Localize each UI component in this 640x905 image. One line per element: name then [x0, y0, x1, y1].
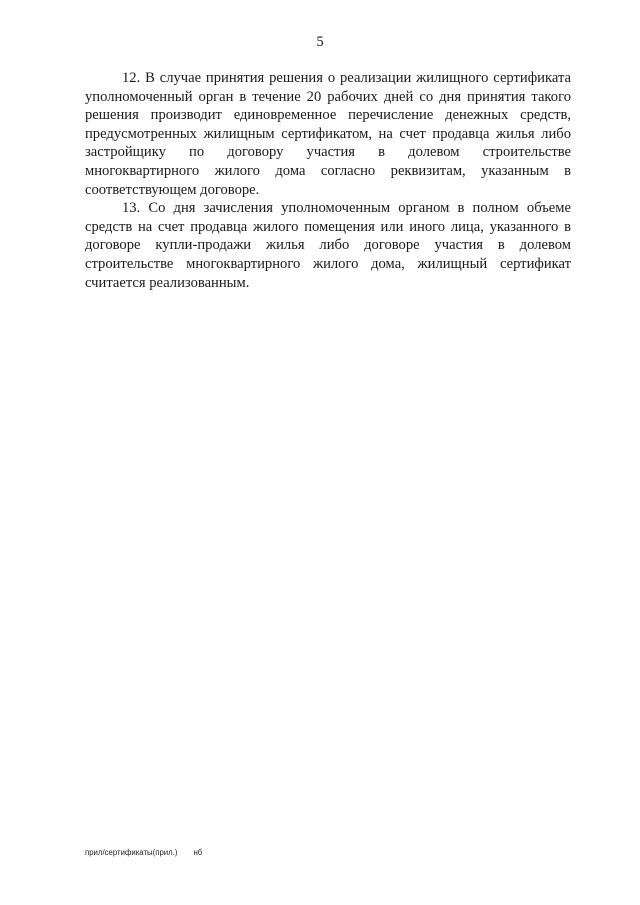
paragraph-13: 13. Со дня зачисления уполномоченным органом в полном объеме средств на счет продавца жилого помещения или иного лица, указанного в договоре купли-продажи жилья либо договоре участия в долевом строительстве многоквартирного жилого дома, жилищный сертификат считается реализованным. [85, 200, 571, 291]
footer-reference [85, 848, 202, 857]
footer-code: нб [193, 848, 203, 857]
page-number: 5 [316, 34, 324, 50]
paragraph-12: 12. В случае принятия решения о реализации жилищного сертификата уполномоченный орган в течение 20 рабочих дней со дня принятия такого решения производит единовременное перечисление денежных средств, предусмотренных жилищным сертификатом, на счет продавца жилья либо застройщику по договору участия в долевом строительстве многоквартирного жилого дома согласно реквизитам, указанным в соответствующем договоре. [85, 70, 571, 198]
document-body [85, 69, 571, 292]
footer-file-path: прил/сертификаты(прил.) [85, 848, 178, 857]
